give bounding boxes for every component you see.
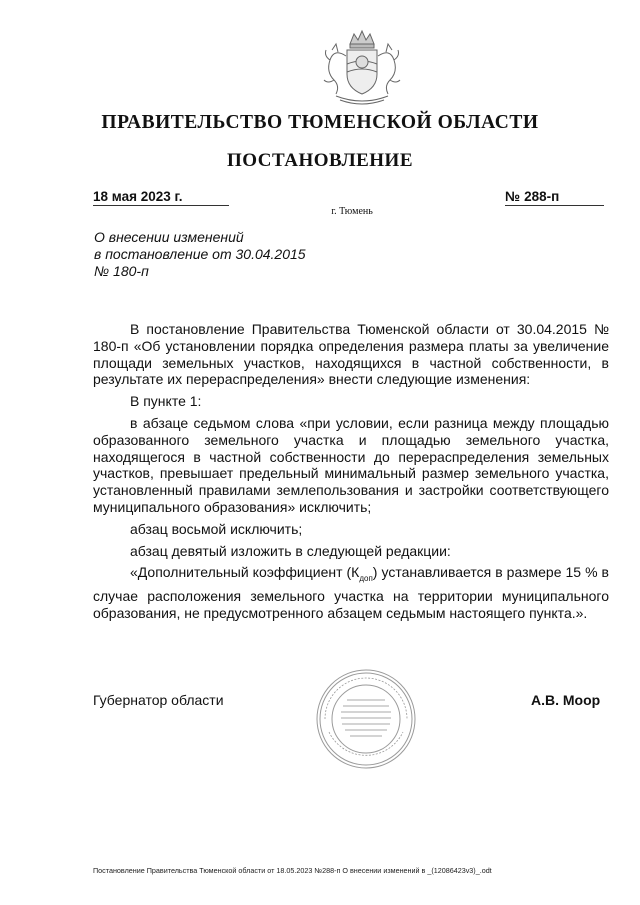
body-paragraph: в абзаце седьмом слова «при условии, если разница между площадью образованного земельного участка и площадью земельного участка, находящегося в частной собственности до перераспределения земельных участков, превышает предельный минимальный размер земельного участка, установленный правилами землепользования и застройки соответствующего муниципального образования» исключить; (93, 414, 609, 515)
document-subject (94, 229, 306, 280)
body-paragraph: В постановление Правительства Тюменской области от 30.04.2015 № 180-п «Об установлении порядка определения размера платы за увеличение площади земельных участков, находящихся в частной собственности, в результате их перераспределения» внести следующие изменения: (93, 321, 609, 388)
signer-position: Губернатор области (93, 692, 224, 708)
coefficient-subscript: доп (359, 574, 373, 584)
tyumen-region-coat-of-arms-icon (314, 28, 410, 110)
paragraph-text: ) устанавливается в размере 15 % в случае расположения земельного участка на территории муниципального образования, не предусмотренного абзацем седьмым настоящего пункта.». (93, 564, 609, 621)
body-paragraph: абзац девятый изложить в следующей редакции: (130, 542, 451, 559)
subject-line: № 180-п (94, 263, 149, 279)
subject-line: О внесении изменений (94, 229, 244, 245)
document-body (93, 321, 609, 627)
document-number-line (505, 189, 604, 206)
document-city: г. Тюмень (331, 206, 373, 217)
document-type: ПОСТАНОВЛЕНИЕ (226, 150, 414, 171)
body-paragraph: В пункте 1: (130, 393, 202, 410)
official-seal-stamp-icon (315, 668, 417, 770)
document-footer: Постановление Правительства Тюменской области от 18.05.2023 №288-п О внесении изменений в _(12086423v3)_.odt (93, 866, 492, 875)
document-number: 288-п (524, 189, 560, 204)
body-paragraph (93, 564, 609, 621)
paragraph-text: «Дополнительный коэффициент (К (130, 564, 360, 581)
number-sign: № (505, 189, 521, 204)
signer-name: А.В. Моор (531, 692, 601, 708)
government-title: ПРАВИТЕЛЬСТВО ТЮМЕНСКОЙ ОБЛАСТИ (101, 112, 539, 133)
body-paragraph: абзац восьмой исключить; (130, 520, 303, 537)
document-date: 18 мая 2023 г. (93, 189, 229, 206)
subject-line: в постановление от 30.04.2015 (94, 246, 306, 262)
